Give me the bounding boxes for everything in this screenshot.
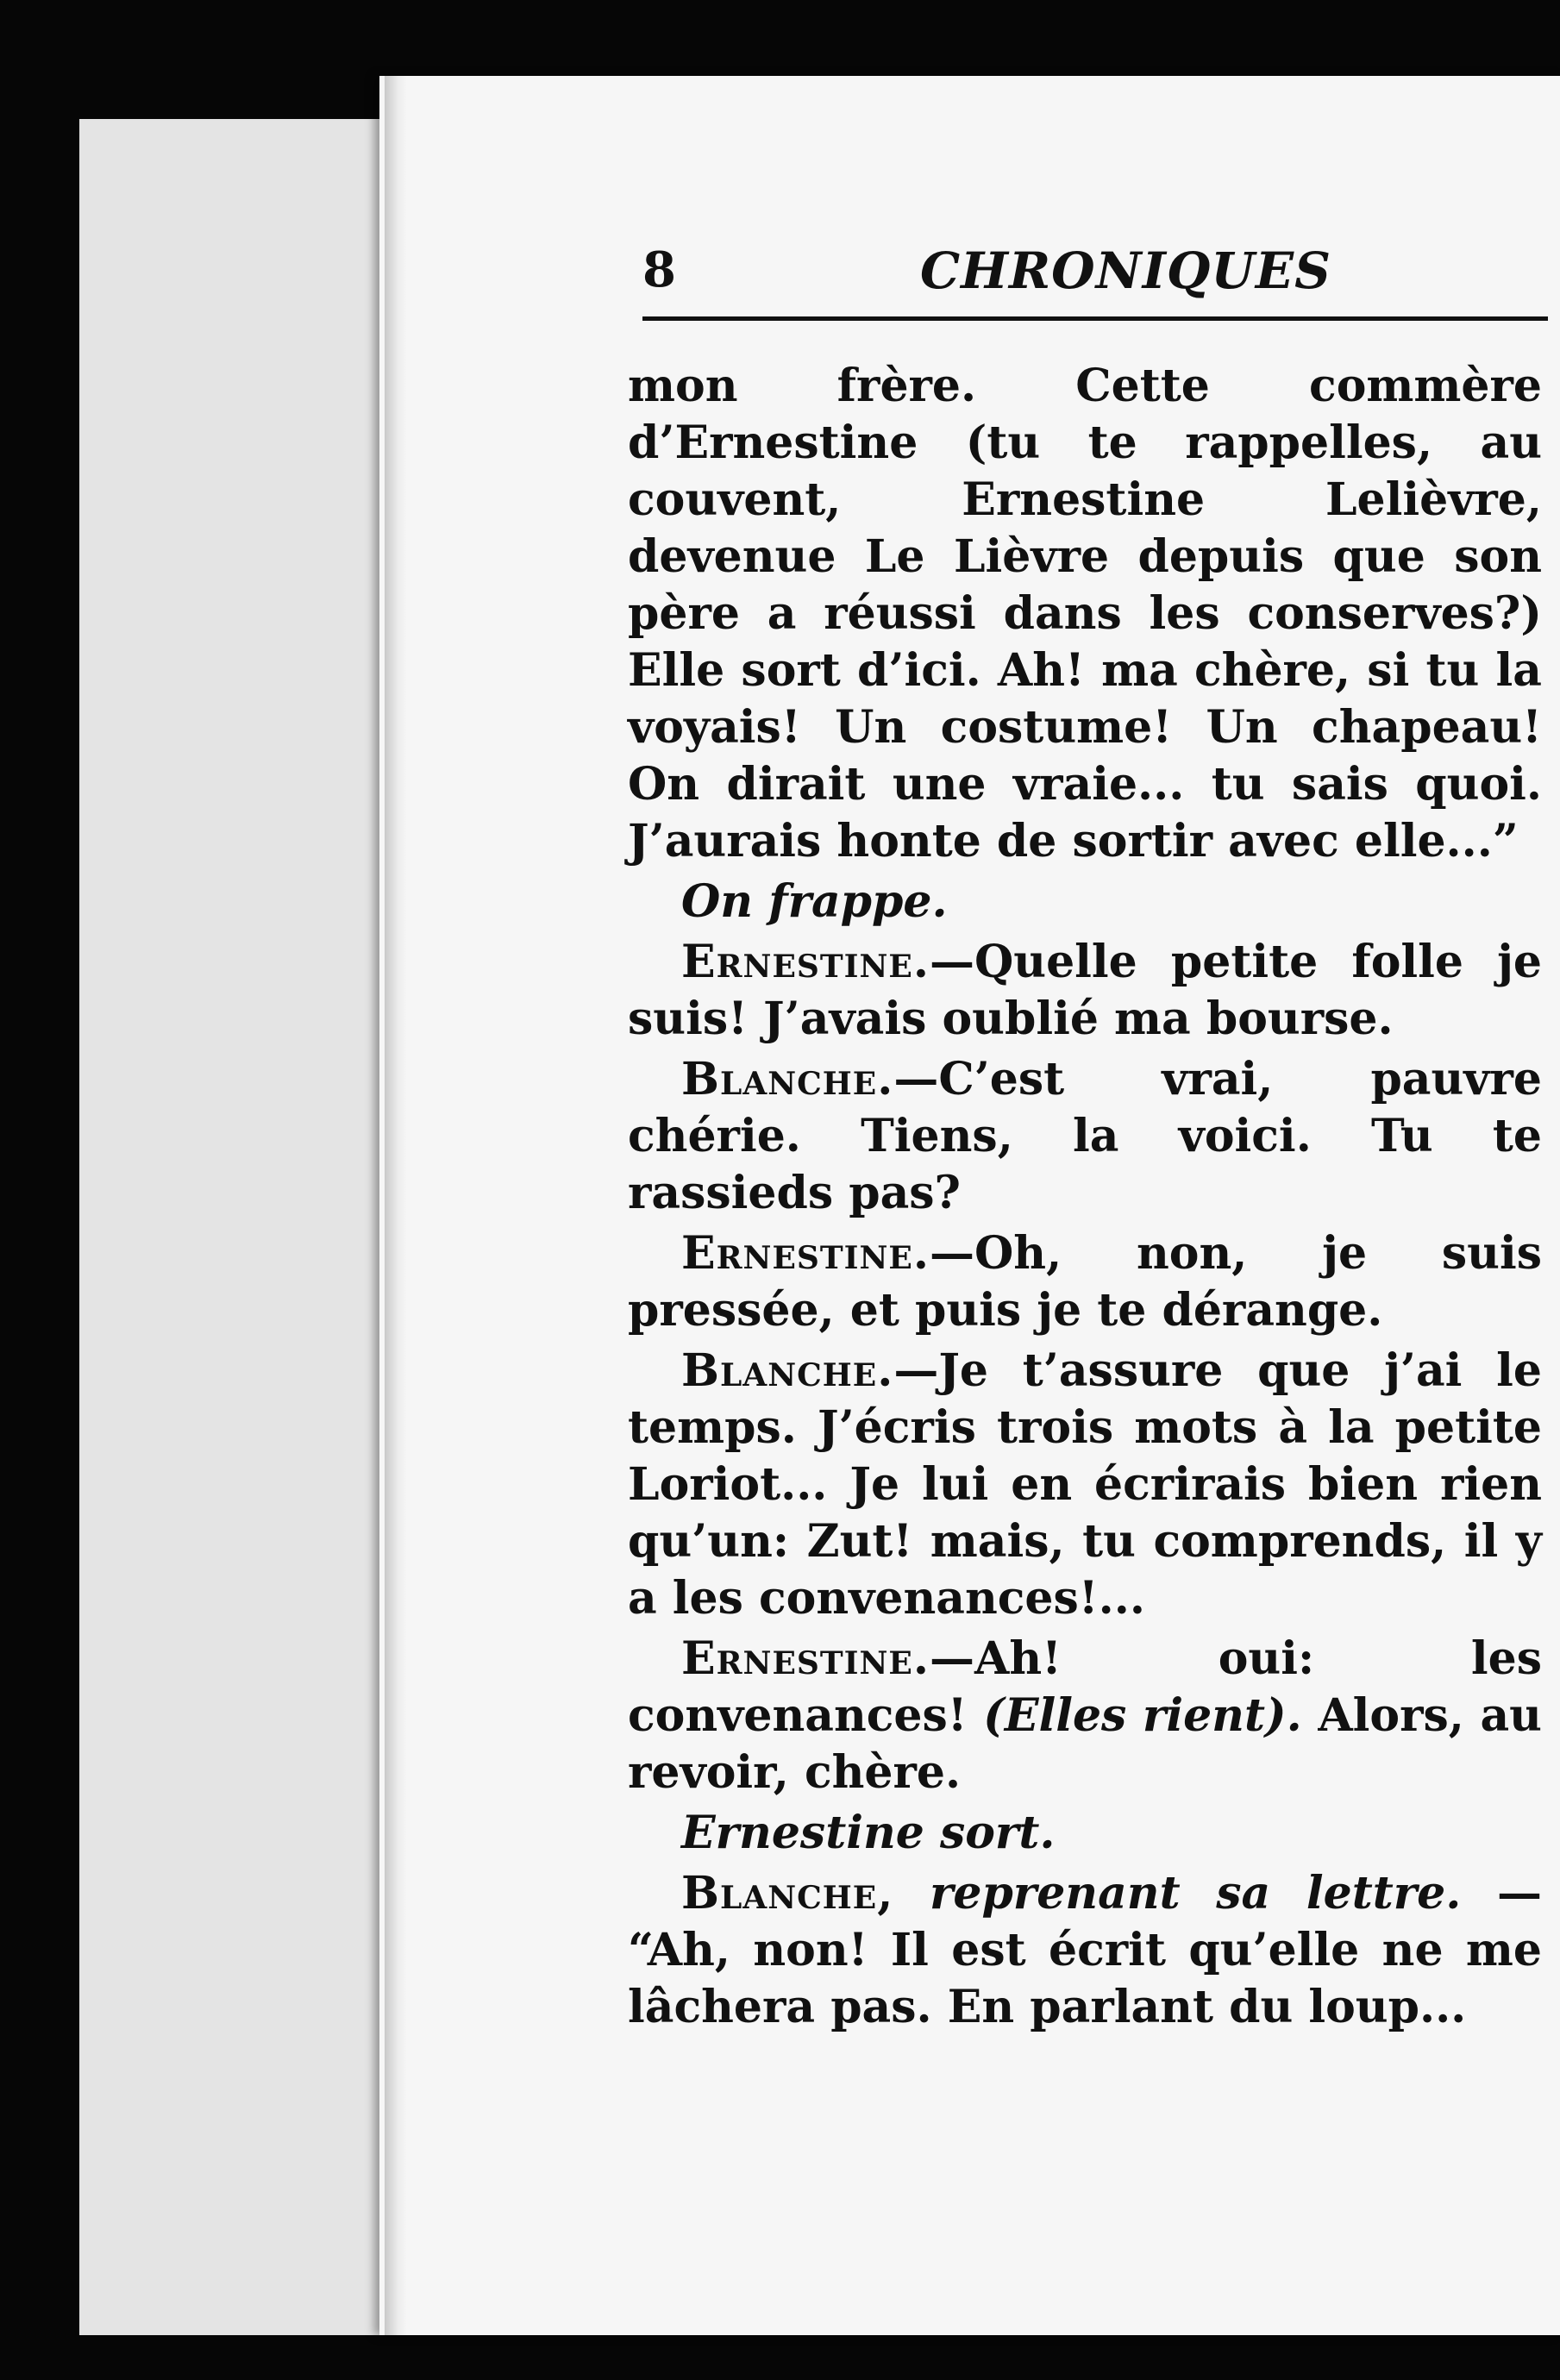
dialogue-line	[628, 934, 1542, 1048]
dialogue-line	[628, 1051, 1542, 1222]
dialogue-text: Alors, au revoir, chère.	[628, 1689, 1542, 1799]
speaker-name: Ernestine.	[681, 1632, 930, 1685]
running-title: CHRONIQUES	[920, 241, 1332, 300]
dialogue-line	[628, 1225, 1542, 1339]
stage-direction: On frappe.	[681, 875, 948, 928]
dialogue-line	[628, 1631, 1542, 1801]
dialogue-text: —C’est vrai, pauvre chérie. Tiens, la voici. Tu te rassieds pas?	[628, 1053, 1542, 1219]
facing-page	[79, 119, 390, 2335]
inline-stage-direction: reprenant sa lettre.	[893, 1867, 1462, 1920]
page-header	[642, 235, 1548, 321]
dialogue-text: —Ah! oui: les convenances!	[628, 1632, 1542, 1742]
speaker-name: Ernestine.	[681, 936, 930, 988]
dialogue-text: —Je t’assure que j’ai le temps. J’écris trois mots à la petite Loriot... Je lui en écrirais bien rien qu’un: Zut! mais, tu comprends, il y a les convenances!...	[628, 1344, 1542, 1625]
dialogue-line	[628, 1343, 1542, 1627]
stage-direction: Ernestine sort.	[681, 1807, 1056, 1859]
dialogue-line	[628, 1865, 1542, 2036]
dialogue-text: — “Ah, non! Il est écrit qu’elle ne me lâchera pas. En parlant du loup...	[628, 1867, 1542, 2033]
dialogue-text: —Quelle petite folle je suis! J’avais oublié ma bourse.	[628, 936, 1542, 1045]
page-number: 8	[642, 241, 676, 298]
inline-stage-direction: (Elles rient).	[983, 1689, 1302, 1742]
speaker-name: Blanche.	[681, 1053, 894, 1105]
page-text	[628, 358, 1542, 2039]
page-gutter	[385, 76, 407, 2335]
speaker-name: Ernestine.	[681, 1227, 930, 1280]
speaker-name: Blanche,	[681, 1867, 894, 1920]
speaker-name: Blanche.	[681, 1344, 894, 1397]
dialogue-text: —Oh, non, je suis pressée, et puis je te dérange.	[628, 1227, 1542, 1337]
paragraph: mon frère. Cette commère d’Ernestine (tu te rappelles, au couvent, Ernestine Lelièvre, devenue Le Lièvre depuis que son père a réussi dans les conserves?) Elle sort d’ici. Ah! ma chère, si tu la voyais! Un costume! Un chapeau! On dirait une vraie... tu sais quoi. J’aurais honte de sortir avec elle...”	[628, 360, 1542, 867]
